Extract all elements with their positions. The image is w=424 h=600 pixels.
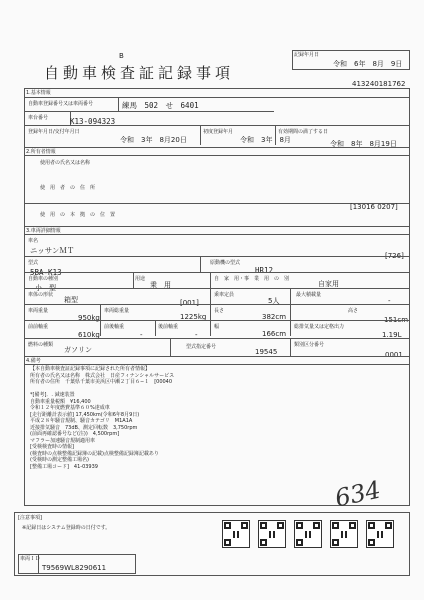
first-registration-value: 令和 3年 8月: [240, 136, 291, 144]
category-number-value: 0001: [385, 351, 403, 359]
user-name-label: 使用者の氏名又は名称: [40, 160, 91, 166]
make-value: ニッサンＭＴ: [30, 246, 75, 255]
record-date-label: 記録年月日: [294, 52, 320, 58]
capacity-value: 5人: [268, 297, 280, 305]
max-load-value: -: [388, 297, 391, 305]
remarks-line: 令和１２年度燃費基準６０%達成車: [30, 405, 110, 411]
section-owner: 2.所有者情報: [26, 149, 56, 155]
user-address-label: 使 用 者 の 住 所: [40, 185, 96, 191]
displacement-value: 1.19L: [382, 331, 402, 339]
document-number: 413240181762: [352, 80, 406, 88]
vehicle-id-value: T9569WL8290611: [42, 564, 107, 572]
fuel-label: 燃料の種類: [28, 342, 54, 348]
section-basic: 1.基本情報: [26, 90, 51, 96]
qr-code-icon: [258, 520, 286, 548]
front-rear-axle-label: 前後軸重: [104, 324, 125, 330]
gross-weight-label: 車両総重量: [104, 308, 130, 314]
type-number-label: 型式指定番号: [186, 344, 217, 350]
remarks-line: (受検時の測定整備工場名): [30, 457, 89, 463]
business-value: 自家用: [318, 280, 339, 288]
rear-front-axle-value: -: [195, 331, 198, 339]
section-vehicle: 3.車両詳細情報: [26, 228, 61, 234]
front-axle-value: 610kg: [78, 331, 100, 339]
engine-label: 原動機の型式: [210, 260, 241, 266]
displacement-label: 総排気量又は定格出力: [294, 324, 345, 330]
qr-code-icon: [222, 520, 250, 548]
category-number-label: 類別区分番号: [294, 342, 325, 348]
remarks-line: 所有者の氏名又は名称 株式会社 日産フィナンシャルサービス: [30, 372, 175, 379]
vehicle-kind-value: 小 型: [35, 284, 56, 292]
first-registration-label: 初度登録年月: [203, 129, 234, 135]
remarks-line: 【本自動車検査証記録事項に記録された所有者情報】: [30, 366, 151, 372]
vin-value: K13-094323: [70, 117, 116, 126]
remarks-line: 平成２８年騒音規制、騒音カテゴリ M1A1A: [30, 418, 133, 424]
shape-value: 箱型: [64, 296, 78, 304]
front-rear-axle-value: -: [140, 331, 143, 339]
qr-code-icon: [366, 520, 394, 548]
qr-code-icon: [294, 520, 322, 548]
base-location-label: 使 用 の 本 拠 の 位 置: [40, 212, 116, 218]
model-value: 5BA-K13: [30, 268, 62, 277]
vehicle-weight-label: 車両重量: [28, 308, 49, 314]
expiry-value: 令和 8年 8月19日: [330, 140, 397, 148]
plate-value: 練馬 502 せ 6401: [122, 101, 199, 110]
qr-code-icon: [330, 520, 358, 548]
remarks-line: (検査時の点検整備記録簿の記載)点検整備記録簿記載あり: [30, 450, 159, 457]
remarks-line: [受検検査時の情報]: [30, 444, 74, 450]
remarks-line: 所有者の住所 千葉県千葉市美浜区中瀬２丁目６−１ [00040: [30, 379, 173, 385]
length-value: 382cm: [262, 313, 287, 321]
remarks-line: (前面再確認番号など(注)) 4,500rpm]: [30, 431, 120, 437]
max-load-label: 最大積載量: [296, 292, 322, 298]
make-label: 車名: [28, 238, 39, 244]
notes-label: [注意事項]: [18, 515, 42, 521]
owner-code: [13016 0207]: [350, 203, 398, 211]
length-label: 長さ: [214, 308, 225, 314]
front-axle-label: 前前軸重: [28, 324, 49, 330]
width-label: 幅: [214, 324, 220, 330]
engine-value: HR12: [255, 266, 274, 275]
handwritten-number: 634: [332, 475, 384, 513]
form-mark: B: [119, 52, 124, 60]
section-remarks: 4.備考: [26, 358, 41, 364]
shape-code: [001]: [180, 299, 199, 307]
document-title: 自動車検査証記録事項: [44, 64, 235, 82]
remarks-line: 自動車重量税額 ¥16,400: [30, 398, 91, 405]
note-text: ※記録日はシステム登録時の日付です。: [22, 525, 111, 531]
registration-date-label: 登録年月日/交付年月日: [28, 129, 80, 135]
remarks-line: 近接排気騒音 73dB、測定回転数 3,750rpm: [30, 424, 138, 431]
vehicle-id-label: 車両ＩＤ: [20, 556, 41, 562]
registration-date-value: 令和 3年 8月20日: [120, 136, 187, 144]
gross-weight-value: 1225kg: [180, 313, 207, 321]
remarks-line: マフラー加速騒音規制適用車: [30, 437, 96, 444]
type-number-value: 19545: [255, 348, 278, 356]
remarks-line: [走行距離計表示値] 17,450km(令和6年8月9日): [30, 411, 140, 418]
business-label: 自 家 用・事 業 用 の 別: [214, 276, 290, 282]
record-date-value: 令和 6年 8月 9日: [333, 60, 403, 68]
vin-label: 車台番号: [28, 115, 49, 121]
capacity-label: 乗車定員: [214, 292, 235, 298]
vehicle-kind-label: 自動車の種別: [28, 276, 59, 282]
height-label: 高さ: [348, 308, 359, 314]
expiry-label: 有効期間の満了する日: [278, 129, 329, 135]
remarks-line: [整備工場コード] 41-03939: [30, 463, 98, 470]
shape-label: 車体の形状: [28, 292, 54, 298]
width-value: 166cm: [262, 330, 287, 338]
rear-front-axle-label: 後前軸重: [158, 324, 179, 330]
plate-label: 自動車登録番号又は車両番号: [28, 101, 94, 107]
use-label: 用途: [135, 276, 146, 282]
use-value: 乗 用: [150, 281, 171, 289]
height-value: 151cm: [384, 316, 409, 324]
make-code: [726]: [385, 252, 404, 260]
model-label: 型式: [28, 260, 39, 266]
remarks-notes: [30, 366, 320, 470]
vehicle-weight-value: 950kg: [78, 314, 100, 322]
fuel-value: ガソリン: [64, 346, 92, 354]
remarks-line: *[備考]．. 減速装置: [30, 392, 75, 398]
